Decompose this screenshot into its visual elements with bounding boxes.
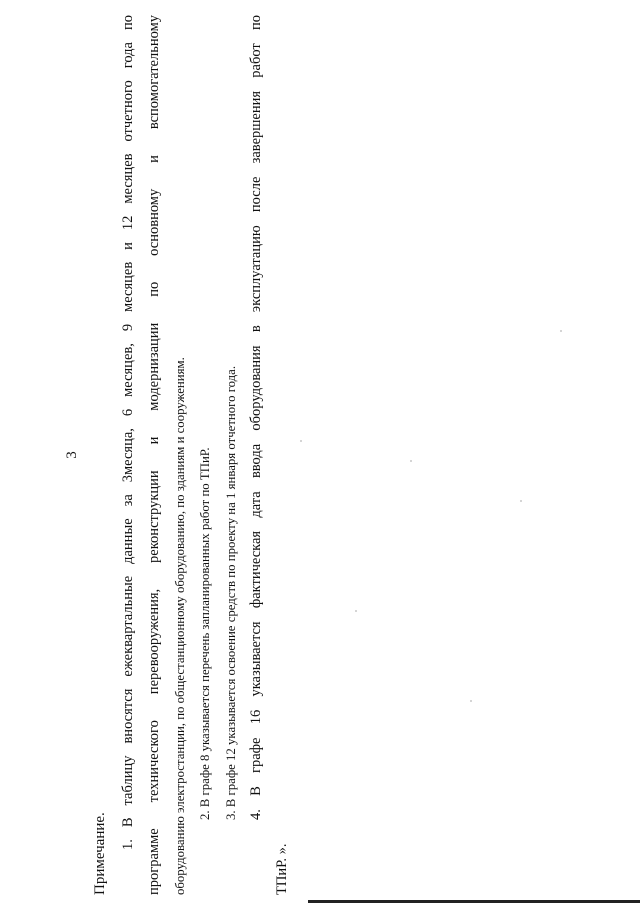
scan-speck [300,440,302,442]
rotated-text-block [60,15,300,895]
note-line-2: программе технического перевооружения, реконструкции и модернизации по основному и вспомогательному [146,15,162,895]
scan-speck [520,500,522,502]
scan-edge-line [308,900,640,903]
scan-speck [410,460,412,462]
note-line-5: 3. В графе 12 указывается освоение средств по проекту на 1 января отчетного года. [224,365,238,820]
scan-speck [470,700,472,702]
note-heading: Примечание. [92,812,108,895]
note-line-3: оборудованию электростанции, по общестанционному оборудованию, по зданиям и сооружениям. [173,357,187,895]
note-line-1: 1. В таблицу вносятся ежеквартальные данные за 3месяца, 6 месяцев, 9 месяцев и 12 месяцев отчетного года по [120,15,136,850]
page-number: 3 [64,451,80,459]
note-line-4: 2. В графе 8 указывается перечень запланированных работ по ТПиР. [198,447,212,820]
note-line-6: 4. В графе 16 указывается фактическая дата ввода оборудования в эксплуатацию после завершения работ по [248,15,264,820]
note-line-7: ТПиР. ». [274,843,290,895]
scan-speck [560,330,562,332]
scan-speck [355,610,357,612]
